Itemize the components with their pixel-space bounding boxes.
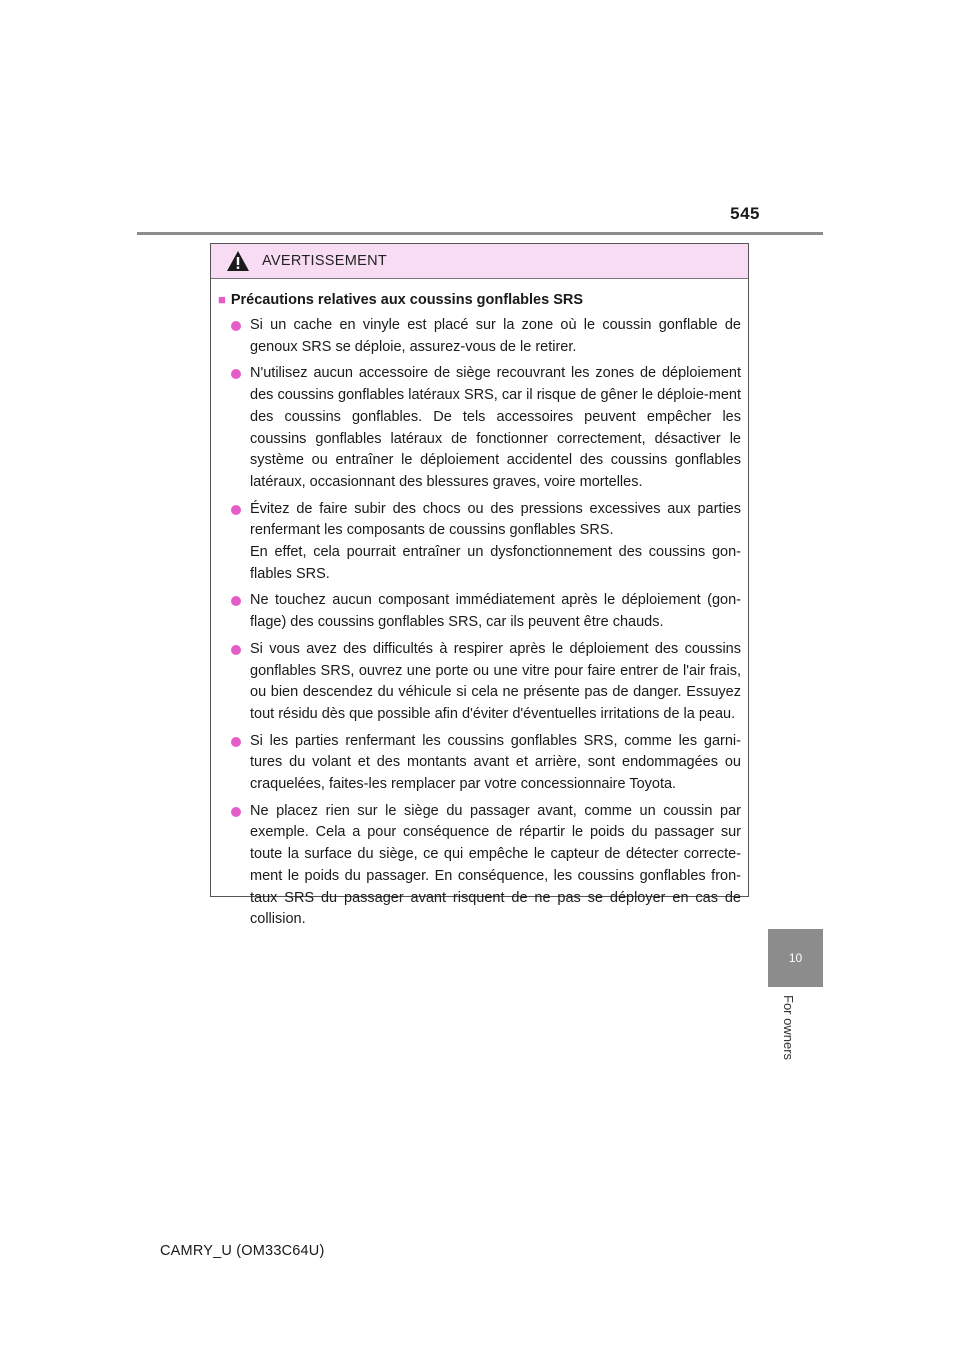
bullet-dot-icon [231, 321, 241, 331]
list-item-text: Si les parties renfermant les coussins gonflables SRS, comme les garni-tures du volant et des montants avant et arrière, sont endommagées ou craquelées, faites-les remplacer par votre concessionnaire Toyota. [250, 732, 741, 793]
header-rule [137, 232, 823, 235]
square-marker-icon: ■ [218, 292, 226, 307]
section-title-text: Précautions relatives aux coussins gonflables SRS [230, 292, 584, 308]
list-item [231, 731, 741, 796]
bullet-dot-icon [231, 596, 241, 606]
list-item [231, 499, 741, 586]
list-item [231, 639, 741, 726]
footer-model: CAMRY_U (OM33C64U) [160, 1243, 325, 1259]
bullet-dot-icon [231, 737, 241, 747]
list-item [231, 315, 741, 358]
list-item-text: Si un cache en vinyle est placé sur la zone où le coussin gonflable de genoux SRS se déploie, assurez-vous de le retirer. [250, 317, 741, 355]
chapter-tab[interactable] [768, 929, 823, 987]
chapter-label: For owners [781, 995, 796, 1061]
list-item [231, 363, 741, 493]
list-item [231, 590, 741, 633]
list-item-text: Ne touchez aucun composant immédiatement après le déploiement (gon-flage) des coussins gonflables SRS, car ils peuvent être chauds. [250, 592, 741, 631]
list-item-text: Évitez de faire subir des chocs ou des pressions excessives aux parties renfermant les composants de coussins gonflables SRS. En effet, cela pourrait entraîner un dysfonctionnement des coussins gon-flables SRS. [250, 500, 741, 582]
warning-header [211, 244, 748, 279]
bullet-dot-icon [231, 369, 241, 379]
page-number: 545 [730, 204, 760, 223]
warning-box [210, 243, 749, 928]
warning-title: AVERTISSEMENT [262, 253, 388, 269]
list-item [231, 801, 741, 931]
bullet-dot-icon [231, 807, 241, 817]
warning-body [211, 279, 748, 931]
list-item-text: N'utilisez aucun accessoire de siège recouvrant les zones de déploiement des coussins gonflables latéraux SRS, car il risque de gêner le déploie-ment des coussins gonflables. De tels accessoires peuvent empêcher les coussins gonflables latéraux de fonctionner correctement, désactiver le système ou entraîner le déploiement accidentel des coussins gonflables latéraux, occasionnant des blessures graves, voire mortelles. [250, 365, 741, 490]
warning-list [218, 315, 741, 931]
warning-triangle-icon [226, 250, 250, 272]
bullet-dot-icon [231, 645, 241, 655]
list-item-text: Ne placez rien sur le siège du passager avant, comme un coussin par exemple. Cela a pour conséquence de répartir le poids du passager sur toute la surface du siège, ce qui empêche le capteur de détecter correcte-ment le poids du passager. En conséquence, les coussins gonflables fron-taux SRS du passager avant risquent de ne pas se déployer en cas de collision. [250, 802, 741, 928]
chapter-number: 10 [788, 951, 803, 965]
bullet-dot-icon [231, 505, 241, 515]
section-title [218, 289, 741, 311]
list-item-text: Si vous avez des difficultés à respirer après le déploiement des coussins gonflables SRS, ouvrez une porte ou une vitre pour faire entrer de l'air frais, ou bien descendez du véhicule si cela ne présente pas de danger. Essuyez tout résidu dès que possible afin d'éviter d'éventuelles irritations de la peau. [250, 640, 741, 722]
